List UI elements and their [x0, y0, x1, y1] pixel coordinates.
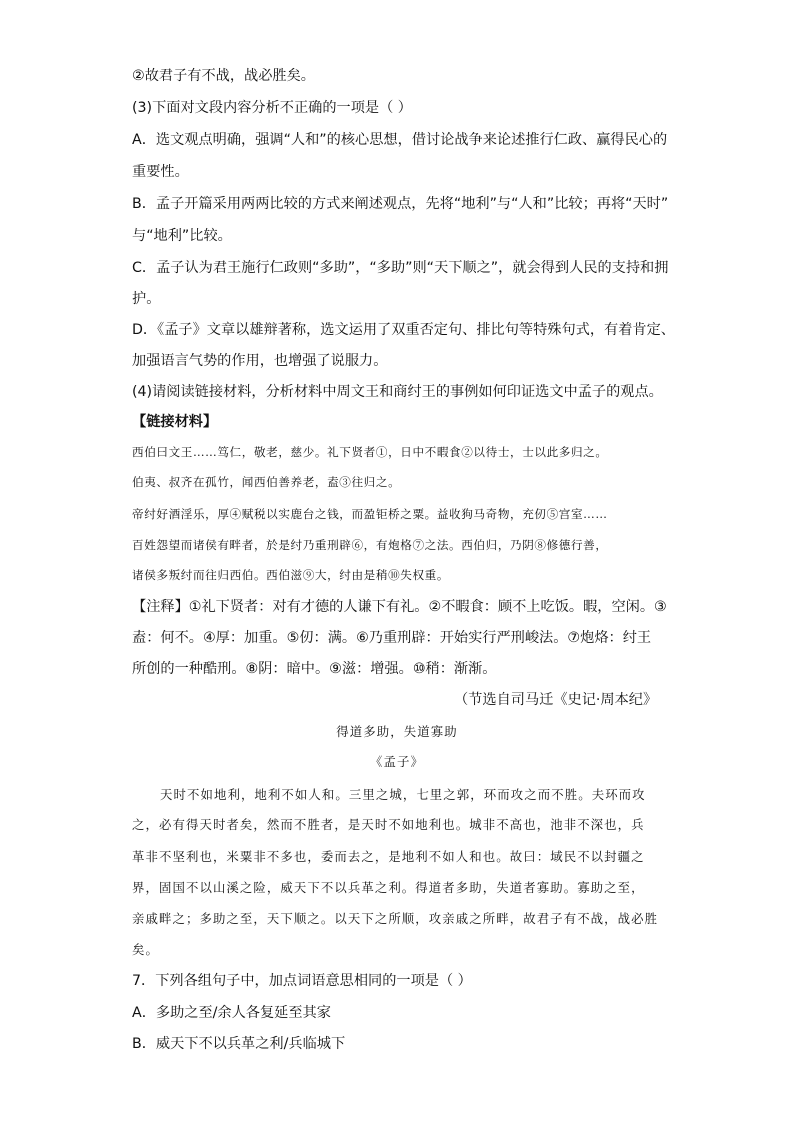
source-citation: （节选自司马迁《史记·周本纪》: [454, 692, 658, 708]
section-heading: 【链接材料】: [132, 414, 218, 430]
option-a: A．选文观点明确，强调“人和”的核心思想，借讨论战争来论述推行仁政、赢得民心的: [132, 132, 668, 148]
annotation-line: 【注释】①礼下贤者：对有才德的人谦下有礼。②不暇食：顾不上吃饭。暇，空闲。③: [132, 599, 667, 615]
essay-paragraph-line: 亲戚畔之；多助之至，天下顺之。以天下之所顺，攻亲戚之所畔，故君子有不战，战必胜: [132, 911, 659, 926]
classical-text-line: 帝纣好酒淫乐，厚④赋税以实鹿台之钱，而盈钜桥之粟。益收狗马奇物，充仞⑤宫室……: [132, 507, 608, 521]
essay-author: 《孟子》: [370, 754, 424, 769]
classical-text-line: 百姓怨望而诸侯有畔者，於是纣乃重刑辟⑥，有炮格⑦之法。西伯归，乃阴⑧修德行善，: [132, 538, 608, 552]
annotation-line: 盍：何不。④厚：加重。⑤仞：满。⑥乃重刑辟：开始实行严刑峻法。⑦炮烙：纣王: [132, 630, 652, 646]
option-a-continued: 重要性。: [132, 164, 189, 180]
option-c-continued: 护。: [132, 291, 161, 307]
text-line: ②故君子有不战，战必胜矣。: [132, 68, 315, 84]
essay-paragraph-line: 界，固国不以山溪之险，威天下不以兵革之利。得道者多助，失道者寡助。寡助之至，: [132, 880, 645, 895]
option-a: A．多助之至/余人各复延至其家: [132, 1005, 331, 1021]
question-stem: (3)下面对文段内容分析不正确的一项是（ ）: [132, 100, 412, 116]
option-d-continued: 加强语言气势的作用，也增强了说服力。: [132, 353, 388, 369]
option-c: C．孟子认为君王施行仁政则“多助”，“多助”则“天下顺之”，就会得到人民的支持和拥: [132, 260, 669, 276]
option-b: B．威天下不以兵革之利/兵临城下: [132, 1036, 346, 1052]
essay-paragraph-line: 矣。: [132, 942, 159, 957]
option-b: B．孟子开篇采用两两比较的方式来阐述观点，先将“地利”与“人和”比较；再将“天时”: [132, 196, 669, 212]
classical-text-line: 诸侯多叛纣而往归西伯。西伯滋⑨大，纣由是稍⑩失权重。: [132, 568, 450, 582]
question-stem: 7．下列各组句子中，加点词语意思相同的一项是（ ）: [132, 973, 472, 989]
classical-text-line: 西伯曰文王……笃仁，敬老，慈少。礼下贤者①，日中不暇食②以待士，士以此多归之。: [132, 445, 608, 459]
essay-title: 得道多助，失道寡助: [336, 724, 458, 739]
option-b-continued: 与“地利”比较。: [132, 228, 232, 244]
option-d: D．《孟子》文章以雄辩著称，选文运用了双重否定句、排比句等特殊句式，有着肯定、: [132, 322, 675, 338]
classical-text-line: 伯夷、叔齐在孤竹，闻西伯善养老，盍③往归之。: [132, 475, 401, 489]
question-stem: (4)请阅读链接材料，分析材料中周文王和商纣王的事例如何印证选文中孟子的观点。: [132, 384, 663, 400]
annotation-line: 所创的一种酷刑。⑧阴：暗中。⑨滋：增强。⑩稍：渐渐。: [132, 661, 497, 677]
essay-paragraph-line: 革非不坚利也，米粟非不多也，委而去之，是地利不如人和也。故曰：域民不以封疆之: [132, 849, 645, 864]
essay-paragraph-line: 之，必有得天时者矣，然而不胜者，是天时不如地利也。城非不高也，池非不深也，兵: [132, 817, 645, 832]
essay-paragraph-line: 天时不如地利，地利不如人和。三里之城，七里之郭，环而攻之而不胜。夫环而攻: [160, 787, 646, 802]
